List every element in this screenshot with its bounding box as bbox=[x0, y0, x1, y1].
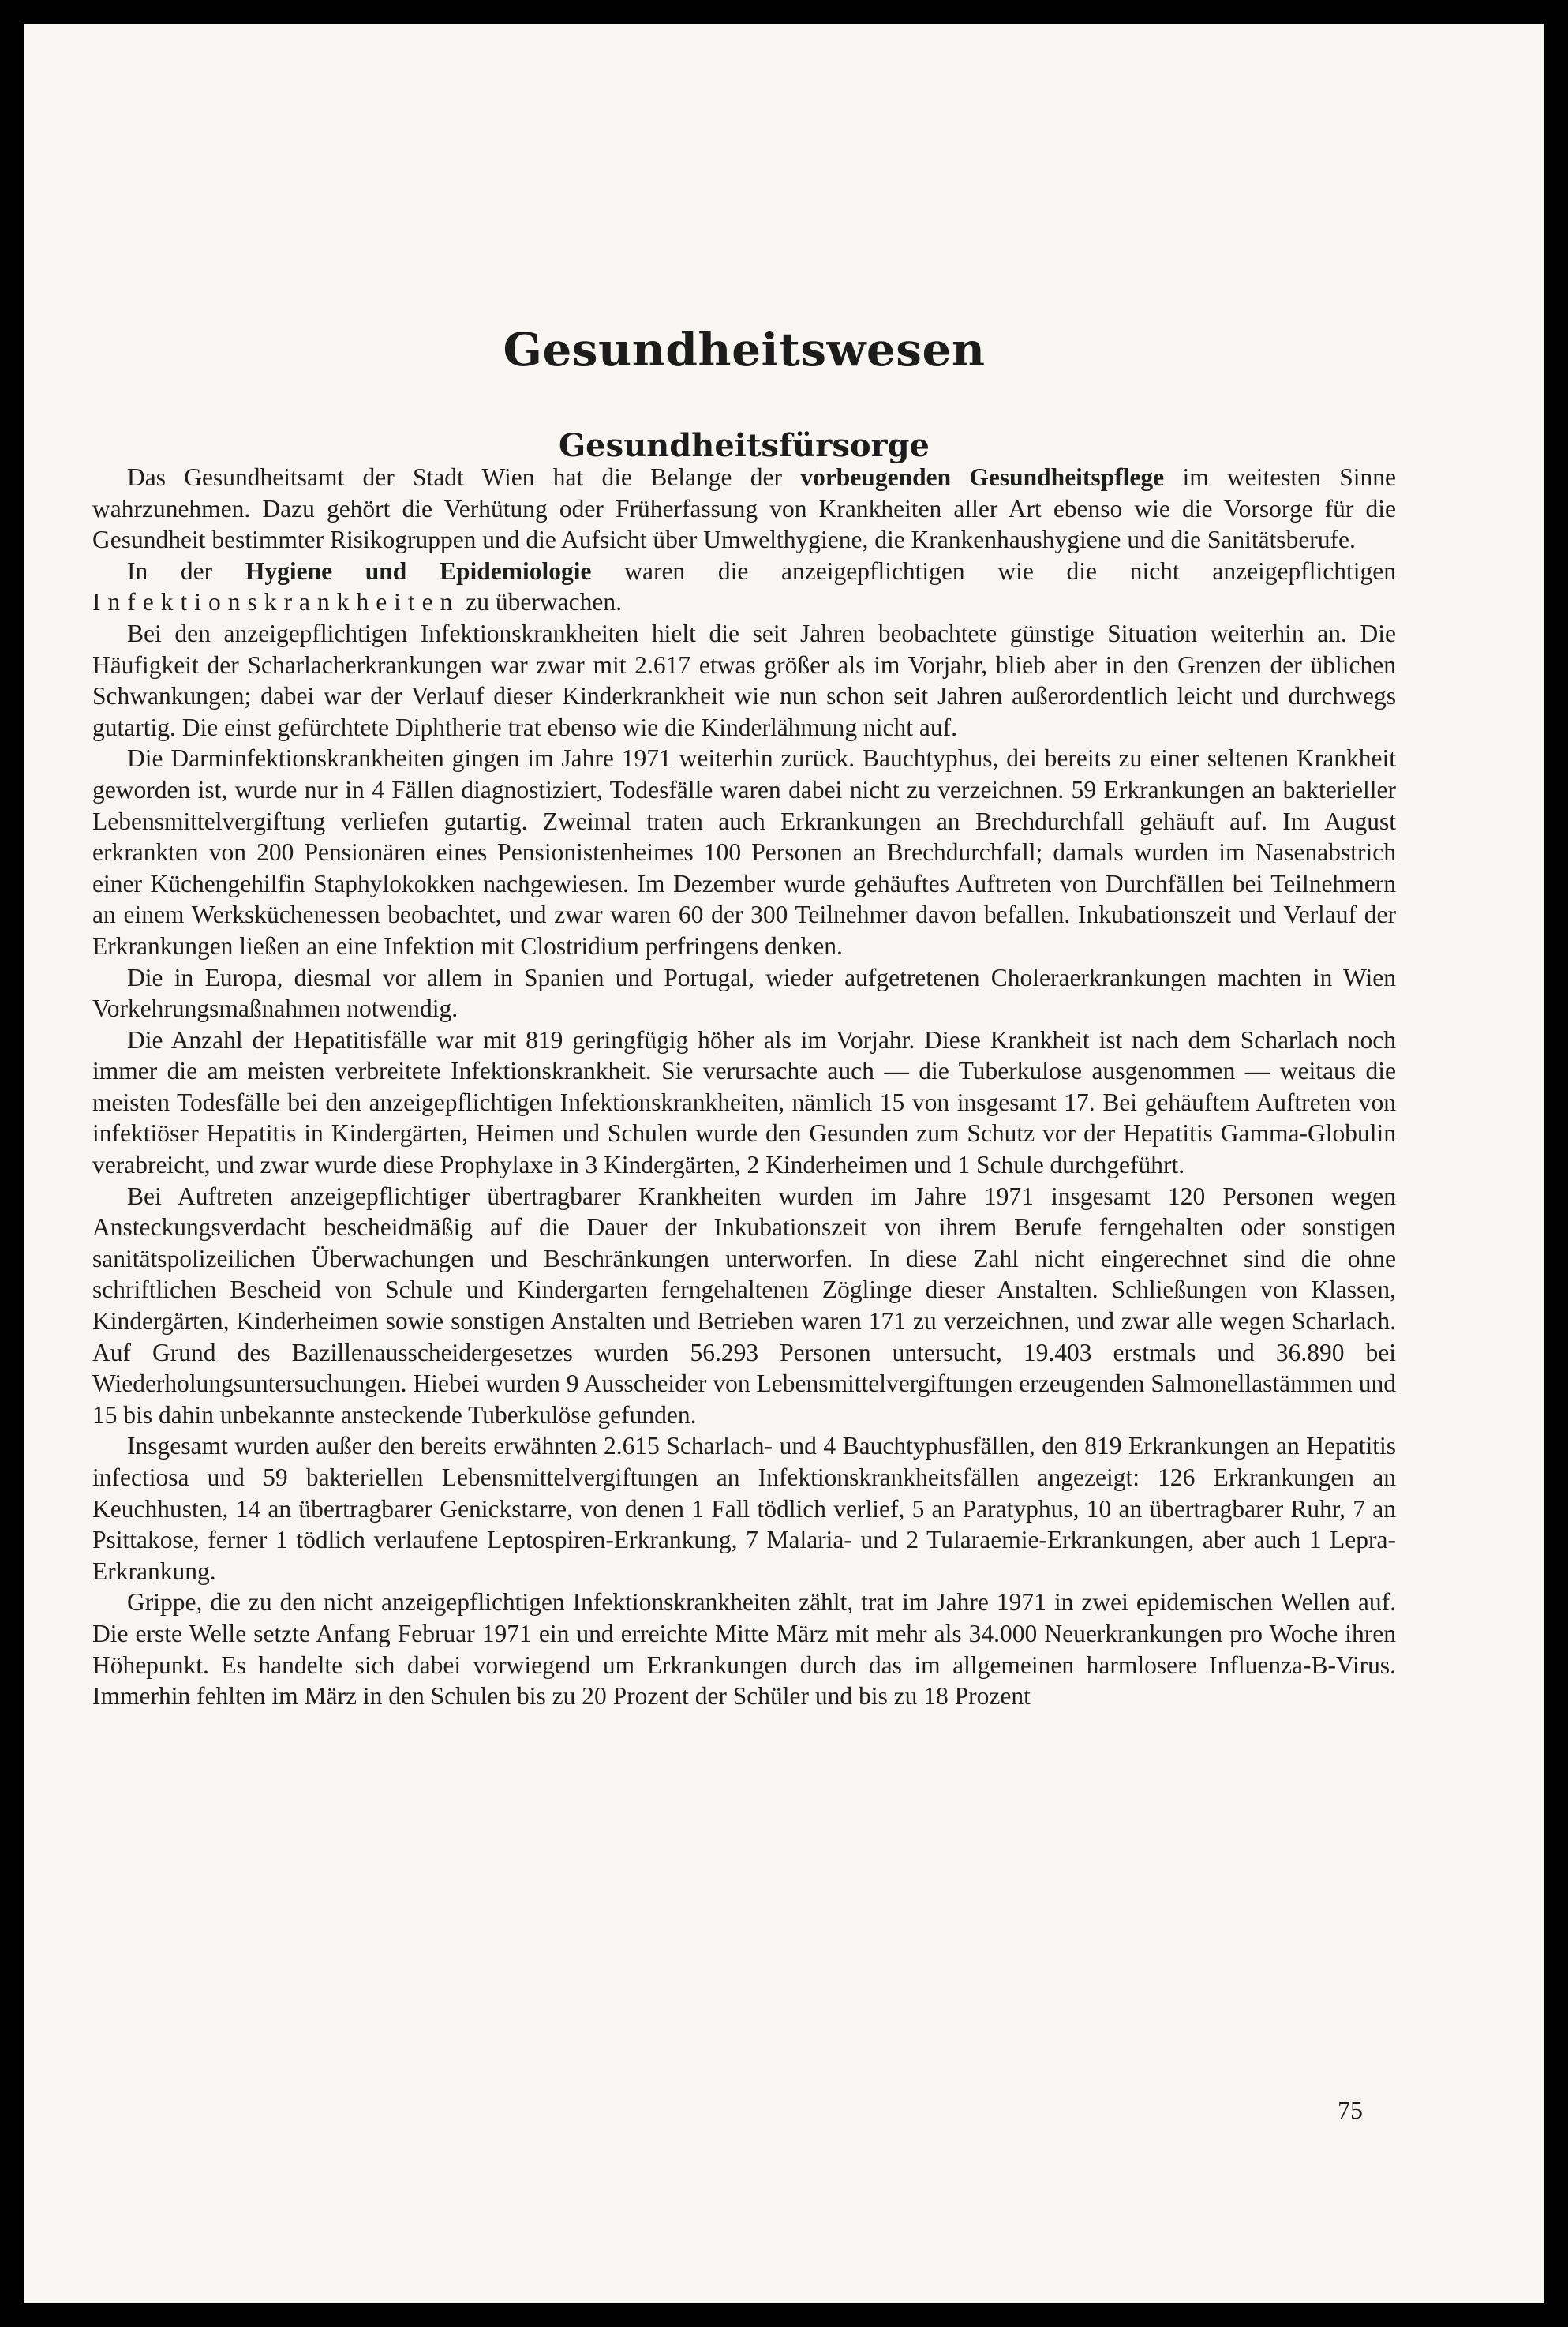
paragraph-1-emphasis: vorbeugenden Gesundheitspflege bbox=[800, 463, 1165, 491]
paragraph-1-text-c: im weitesten Sinne wahrzunehmen. Dazu gehört die Verhütung oder Früherfassung von Krankheiten aller Art ebenso wie die Vorsorge für die Gesundheit bestimmter Risikogruppen und die Aufsicht über Umwelthygiene, die Krankenhaushygiene und die Sanitätsberufe. bbox=[92, 463, 1396, 554]
paragraph-7: Bei Auftreten anzeigepflichtiger übertragbarer Krankheiten wurden im Jahre 1971 insgesamt 120 Personen wegen Ansteckungsverdacht bescheidmäßig auf die Dauer der Inkubationszeit von ihrem Berufe ferngehalten oder sonstigen sanitätspolizeilichen Überwachungen und Beschränkungen unterworfen. In diese Zahl nicht eingerechnet sind die ohne schriftlichen Bescheid von Schule und Kindergarten ferngehaltenen Zöglinge dieser Anstalten. Schließungen von Klassen, Kindergärten, Kinderheimen sowie sonstigen Anstalten und Betrieben waren 171 zu verzeichnen, und zwar alle wegen Scharlach. Auf Grund des Bazillenausscheidergesetzes wurden 56.293 Personen untersucht, 19.403 erstmals und 36.890 bei Wiederholungsuntersuchungen. Hiebei wurden 9 Ausscheider von Lebensmittelvergiftungen erzeugenden Salmonellastämmen und 15 bis dahin unbekannte ansteckende Tuberkulöse gefunden. bbox=[92, 1182, 1396, 1429]
paragraph-2 bbox=[92, 556, 1396, 618]
paragraph-2-text-e: zu überwachen. bbox=[459, 588, 622, 616]
document-page bbox=[24, 24, 1544, 2303]
paragraph-9: Grippe, die zu den nicht anzeigepflichtigen Infektionskrankheiten zählt, trat im Jahre 1971 in zwei epidemischen Wellen auf. Die erste Welle setzte Anfang Februar 1971 ein und erreichte Mitte März mit mehr als 34.000 Neuerkrankungen pro Woche ihren Höhepunkt. Es handelte sich dabei vorwiegend um Erkrankungen durch das im allgemeinen harmlosere Influenza-B-Virus. Immerhin fehlten im März in den Schulen bis zu 20 Prozent der Schüler und bis zu 18 Prozent bbox=[92, 1588, 1396, 1711]
paragraph-6: Die Anzahl der Hepatitisfälle war mit 819 geringfügig höher als im Vorjahr. Diese Krankheit ist nach dem Scharlach noch immer die am meisten verbreitete Infektionskrankheit. Sie verursachte auch — die Tuberkulose ausgenommen — weitaus die meisten Todesfälle bei den anzeigepflichtigen Infektionskrankheiten, nämlich 15 von insgesamt 17. Bei gehäuftem Auftreten von infektiöser Hepatitis in Kindergärten, Heimen und Schulen wurde den Gesunden zum Schutz vor der Hepatitis Gamma-Globulin verabreicht, und zwar wurde diese Prophylaxe in 3 Kindergärten, 2 Kinderheimen und 1 Schule durchgeführt. bbox=[92, 1025, 1396, 1179]
page-number: 75 bbox=[1338, 2096, 1363, 2124]
paragraph-8: Insgesamt wurden außer den bereits erwähnten 2.615 Scharlach- und 4 Bauchtyphusfällen, den 819 Erkrankungen an Hepatitis infectiosa und 59 bakteriellen Lebensmittelvergiftungen an Infektionskrankheitsfällen angezeigt: 126 Erkrankungen an Keuchhusten, 14 an übertragbarer Genickstarre, von denen 1 Fall tödlich verlief, 5 an Paratyphus, 10 an übertragbarer Ruhr, 7 an Psittakose, ferner 1 tödlich verlaufene Leptospiren-Erkrankung, 7 Malaria- und 2 Tularaemie-Erkrankungen, aber auch 1 Lepra-Erkrankung. bbox=[92, 1432, 1396, 1585]
paragraph-3: Bei den anzeigepflichtigen Infektionskrankheiten hielt die seit Jahren beobachtete günstige Situation weiterhin an. Die Häufigkeit der Scharlacherkrankungen war zwar mit 2.617 etwas größer als im Vorjahr, blieb aber in den Grenzen der üblichen Schwankungen; dabei war der Verlauf dieser Kinderkrankheit wie nun schon seit Jahren außerordentlich leicht und durchwegs gutartig. Die einst gefürchtete Diphtherie trat ebenso wie die Kinderlähmung nicht auf. bbox=[92, 619, 1396, 741]
paragraph-2-spaced: Infektionskrankheiten bbox=[92, 588, 460, 616]
paragraph-1-text-a: Das Gesundheitsamt der Stadt Wien hat die Belange der bbox=[127, 463, 801, 491]
paragraph-5: Die in Europa, diesmal vor allem in Spanien und Portugal, wieder aufgetretenen Choleraerkrankungen machten in Wien Vorkehrungsmaßnahmen notwendig. bbox=[92, 963, 1396, 1023]
paragraph-4: Die Darminfektionskrankheiten gingen im Jahre 1971 weiterhin zurück. Bauchtyphus, dei bereits zu einer seltenen Krankheit geworden ist, wurde nur in 4 Fällen diagnostiziert, Todesfälle waren dabei nicht zu verzeichnen. 59 Erkrankungen an bakterieller Lebensmittelvergiftung verliefen gutartig. Zweimal traten auch Erkrankungen an Brechdurchfall gehäuft auf. Im August erkrankten von 200 Pensionären eines Pensionistenheimes 100 Personen an Brechdurchfall; damals wurden im Nasenabstrich einer Küchengehilfin Staphylokokken nachgewiesen. Im Dezember wurde gehäuftes Auftreten von Durchfällen bei Teilnehmern an einem Werksküchenessen beobachtet, und zwar waren 60 der 300 Teilnehmer davon befallen. Inkubationszeit und Verlauf der Erkrankungen ließen an eine Infektion mit Clostridium perfringens denken. bbox=[92, 744, 1396, 960]
paragraph-2-text-a: In der bbox=[127, 556, 245, 585]
section-title: Gesundheitsfürsorge bbox=[558, 427, 930, 465]
paragraph-1 bbox=[92, 462, 1396, 556]
paragraph-2-emphasis: Hygiene und Epidemiologie bbox=[245, 556, 592, 585]
body-text bbox=[92, 462, 1396, 1712]
page-title: Gesundheitswesen bbox=[503, 322, 986, 377]
paragraph-2-text-c: waren die anzeigepflichtigen wie die nicht anzeigepflichtigen bbox=[591, 556, 1396, 585]
